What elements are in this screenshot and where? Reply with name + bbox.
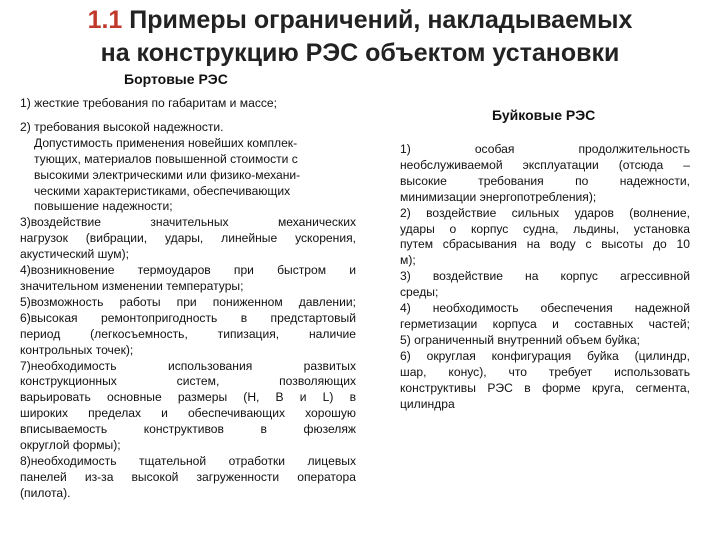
right-line: цилиндра (400, 396, 455, 411)
right-line: 1) особая продолжительность (400, 142, 690, 156)
left-line: ческими характеристиками, обеспечивающих (34, 183, 291, 198)
right-line: 6) округлая конфигурация буйка (цилиндр, (400, 348, 690, 363)
right-line: 4) необходимость обеспечения надежной (400, 301, 690, 316)
left-line: 2) требования высокой надежности. (20, 119, 224, 134)
right-line: конструктивы РЭС в форме круга, сегмента, (400, 380, 690, 395)
left-line: нагрузок (вибрации, удары, линейные ускорения, (20, 231, 356, 246)
left-line: контрольных точек); (20, 342, 134, 357)
slide-title (0, 4, 720, 70)
left-line: панелей из-за высокой загруженности оператора (20, 469, 356, 484)
section-number: 1.1 (87, 6, 123, 34)
left-line: широких пределах и обеспечивающих хорошую (20, 406, 356, 421)
left-line: Допустимость применения новейших комплек- (34, 135, 298, 150)
left-line: высокими электрическими или физико-механи- (34, 167, 301, 182)
right-column-heading: Буйковые РЭС (492, 107, 596, 123)
left-line: конструкционных систем, позволяющих (20, 374, 356, 389)
left-line: варьировать основные размеры (Н, В и L) в (20, 390, 356, 405)
title-line-1 (0, 4, 720, 37)
left-line: 1) жесткие требования по габаритам и массе; (20, 96, 278, 110)
left-line: период (легкосъемность, типизация, наличие (20, 326, 356, 341)
right-line: 3) воздействие на корпус агрессивной (400, 269, 690, 284)
right-line: 5) ограниченный внутренний объем буйка; (400, 332, 641, 347)
right-line: 2) воздействие сильных ударов (волнение, (400, 205, 690, 220)
left-column (20, 96, 356, 502)
left-column-heading: Бортовые РЭС (124, 71, 228, 87)
right-line: среды; (400, 285, 439, 300)
left-line: (пилота). (20, 485, 71, 500)
left-line: 8)необходимость тщательной отработки лицевых (20, 453, 356, 468)
left-line: 4)возникновение термоударов при быстром и (20, 263, 356, 278)
right-line: шар, конус), что требует использовать (400, 364, 690, 379)
right-line: необслуживаемой эксплуатации (отсюда – (400, 157, 690, 172)
left-line: 5)возможность работы при пониженном давлении; (20, 294, 356, 309)
right-line: герметизации корпуса и составных частей; (400, 316, 690, 331)
left-line: 6)высокая ремонтопригодность в предстартовый (20, 310, 356, 325)
left-line: тующих, материалов повышенной стоимости с (34, 151, 298, 166)
left-line: 7)необходимость использования развитых (20, 358, 356, 373)
right-line: м); (400, 253, 416, 268)
right-line: путем сбрасывания на воду с высоты до 10 (400, 237, 690, 252)
left-line: 3)воздействие значительных механических (20, 215, 356, 230)
right-line: минимизации энергопотребления); (400, 189, 597, 204)
left-gap (20, 112, 356, 120)
right-column (400, 142, 690, 412)
right-line: удары о корпус судна, льдины, установка (400, 221, 690, 236)
title-line-2: на конструкцию РЭС объектом установки (100, 39, 620, 67)
left-line: округлой формы); (20, 438, 121, 453)
title-text-1: Примеры ограничений, накладываемых (122, 6, 633, 34)
left-line: значительном изменении температуры; (20, 278, 244, 293)
left-line: повышение надежности; (34, 199, 173, 214)
left-line: акустический шум); (20, 247, 129, 262)
left-line: вписываемость конструктивов в фюзеляж (20, 422, 356, 437)
right-line: высокие требования по надежности, (400, 173, 690, 188)
